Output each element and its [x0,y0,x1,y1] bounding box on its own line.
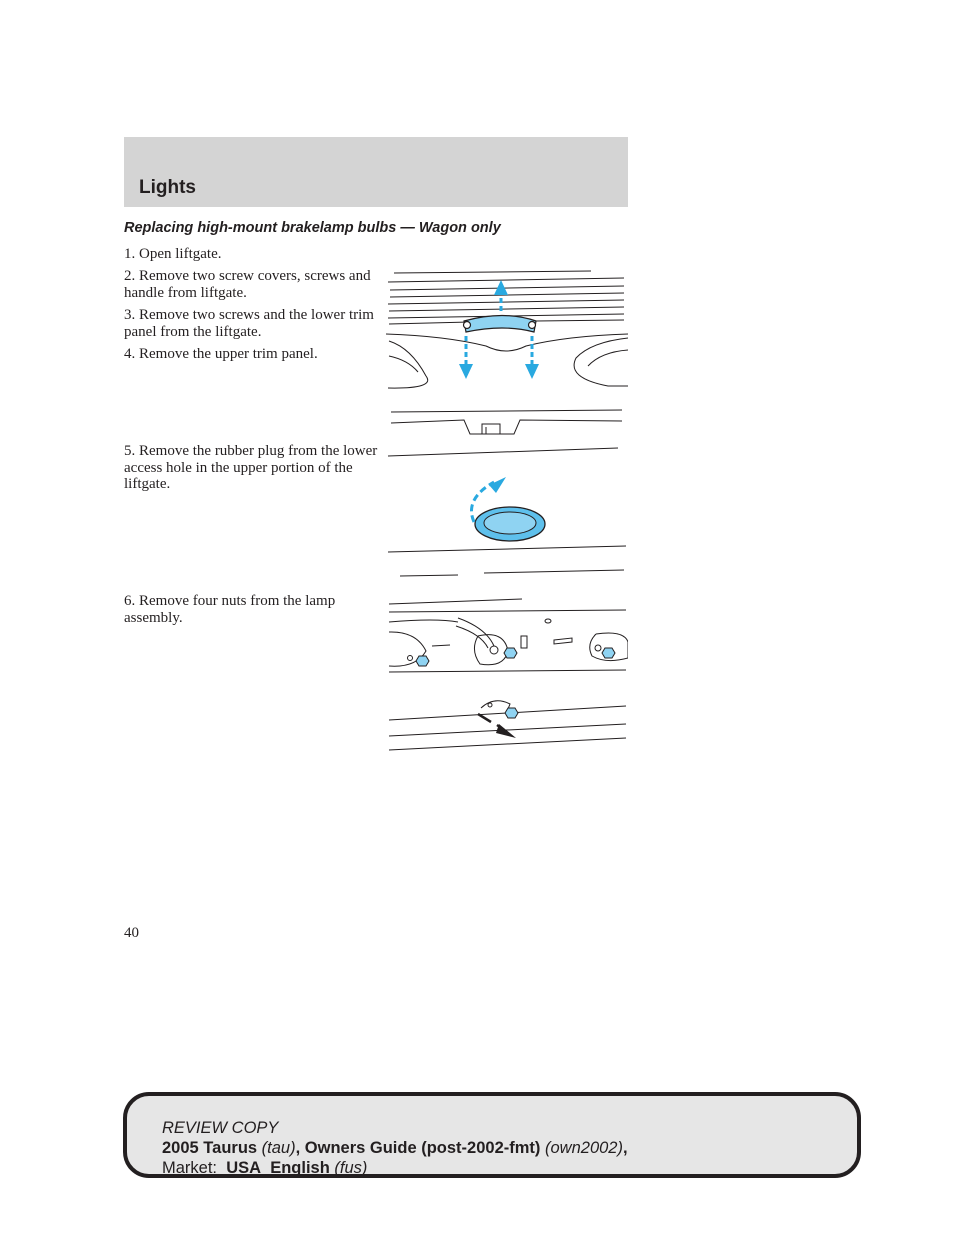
footer-model-code: (tau) [261,1139,296,1157]
step-6: 6. Remove four nuts from the lamp assembly. [124,593,336,626]
procedure-heading: Replacing high-mount brakelamp bulbs — Wagon only [124,220,501,236]
step-1: 1. Open liftgate. [124,246,222,262]
footer-market-code: (fus) [334,1159,368,1177]
step-3: 3. Remove two screws and the lower trim panel from the liftgate. [124,307,374,340]
section-header-band [124,137,628,207]
step-2: 2. Remove two screw covers, screws and handle from liftgate. [124,268,371,301]
footer-sep-2: , [622,1139,628,1157]
rubber-plug-illustration [386,444,628,580]
footer-sep-1: , [295,1139,305,1157]
step-4: 4. Remove the upper trim panel. [124,346,318,362]
step-5: 5. Remove the rubber plug from the lower access hole in the upper portion of the liftgate. [124,443,378,492]
footer-guide: Owners Guide (post-2002-fmt) [304,1139,541,1157]
footer-text [162,1118,628,1178]
section-title: Lights [139,177,196,198]
footer-model: 2005 Taurus [162,1139,258,1157]
lamp-assembly-nuts-illustration [386,596,628,758]
footer-market-label: Market: [162,1159,218,1177]
footer-market: USA_English [226,1159,330,1177]
liftgate-handle-illustration [386,266,628,440]
review-label: REVIEW COPY [162,1119,279,1137]
footer-guide-code: (own2002) [545,1139,623,1157]
page-number: 40 [124,925,139,941]
